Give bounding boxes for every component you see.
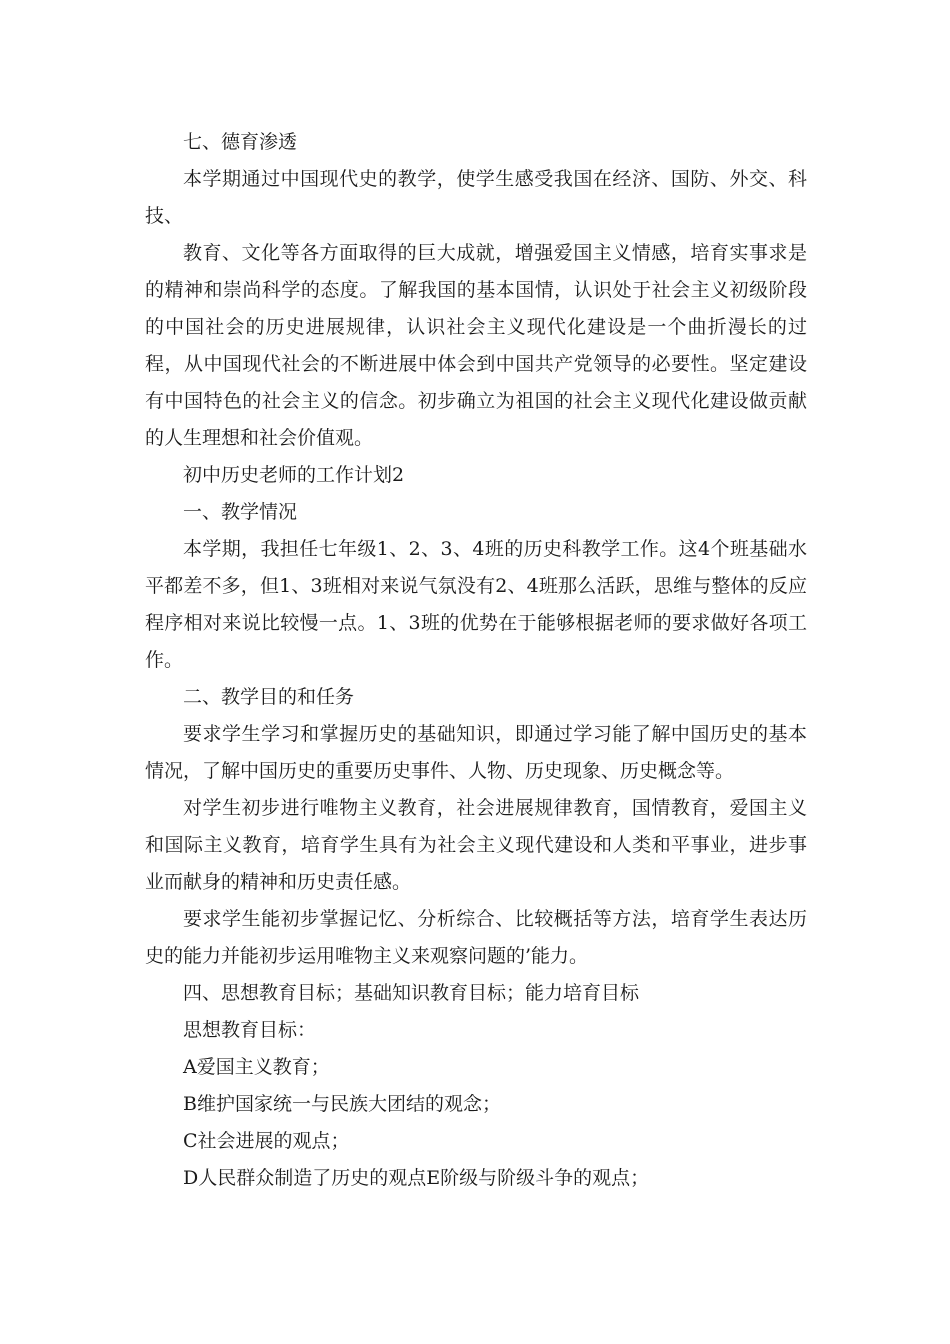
section-heading-education-targets: 四、思想教育目标；基础知识教育目标；能力培育目标 <box>183 982 640 1004</box>
paragraph: 本学期通过中国现代史的教学，使学生感受我国在经济、国防、外交、科技、 <box>145 168 807 227</box>
list-item: D人民群众制造了历史的观点E阶级与阶级斗争的观点； <box>183 1167 650 1189</box>
paragraph: 教育、文化等各方面取得的巨大成就，增强爱国主义情感，培育实事求是的精神和崇尚科学的态度。了解我国的基本国情，认识处于社会主义初级阶段的中国社会的历史进展规律，认识社会主义现代化建设是一个曲折漫长的过程，从中国现代社会的不断进展中体会到中国共产党领导的必要性。坚定建设有中国特色的社会主义的信念。初步确立为祖国的社会主义现代化建设做贡献的人生理想和社会价值观。 <box>145 242 807 449</box>
section-heading-teaching-goals: 二、教学目的和任务 <box>183 686 355 708</box>
paragraph: 要求学生能初步掌握记忆、分析综合、比较概括等方法，培育学生表达历史的能力并能初步运用唯物主义来观察问题的’能力。 <box>145 908 807 967</box>
document-subtitle: 初中历史老师的工作计划2 <box>183 464 405 486</box>
section-heading-moral-education: 七、德育渗透 <box>183 131 298 153</box>
paragraph: 对学生初步进行唯物主义教育，社会进展规律教育，国情教育，爱国主义和国际主义教育，培育学生具有为社会主义现代建设和人类和平事业，进步事业而献身的精神和历史责任感。 <box>145 797 807 893</box>
document-body <box>145 124 807 1197</box>
section-heading-teaching-situation: 一、教学情况 <box>183 501 298 523</box>
list-item: C社会进展的观点； <box>183 1130 350 1152</box>
paragraph: 本学期，我担任七年级1、2、3、4班的历史科教学工作。这4个班基础水平都差不多，但1、3班相对来说气氛没有2、4班那么活跃，思维与整体的反应程序相对来说比较慢一点。1、3班的优势在于能够根据老师的要求做好各项工作。 <box>145 538 807 671</box>
paragraph: 思想教育目标： <box>183 1019 317 1041</box>
list-item: A爱国主义教育； <box>183 1056 330 1078</box>
list-item: B维护国家统一与民族大团结的观念； <box>183 1093 501 1115</box>
paragraph: 要求学生学习和掌握历史的基础知识，即通过学习能了解中国历史的基本情况，了解中国历史的重要历史事件、人物、历史现象、历史概念等。 <box>145 723 807 782</box>
